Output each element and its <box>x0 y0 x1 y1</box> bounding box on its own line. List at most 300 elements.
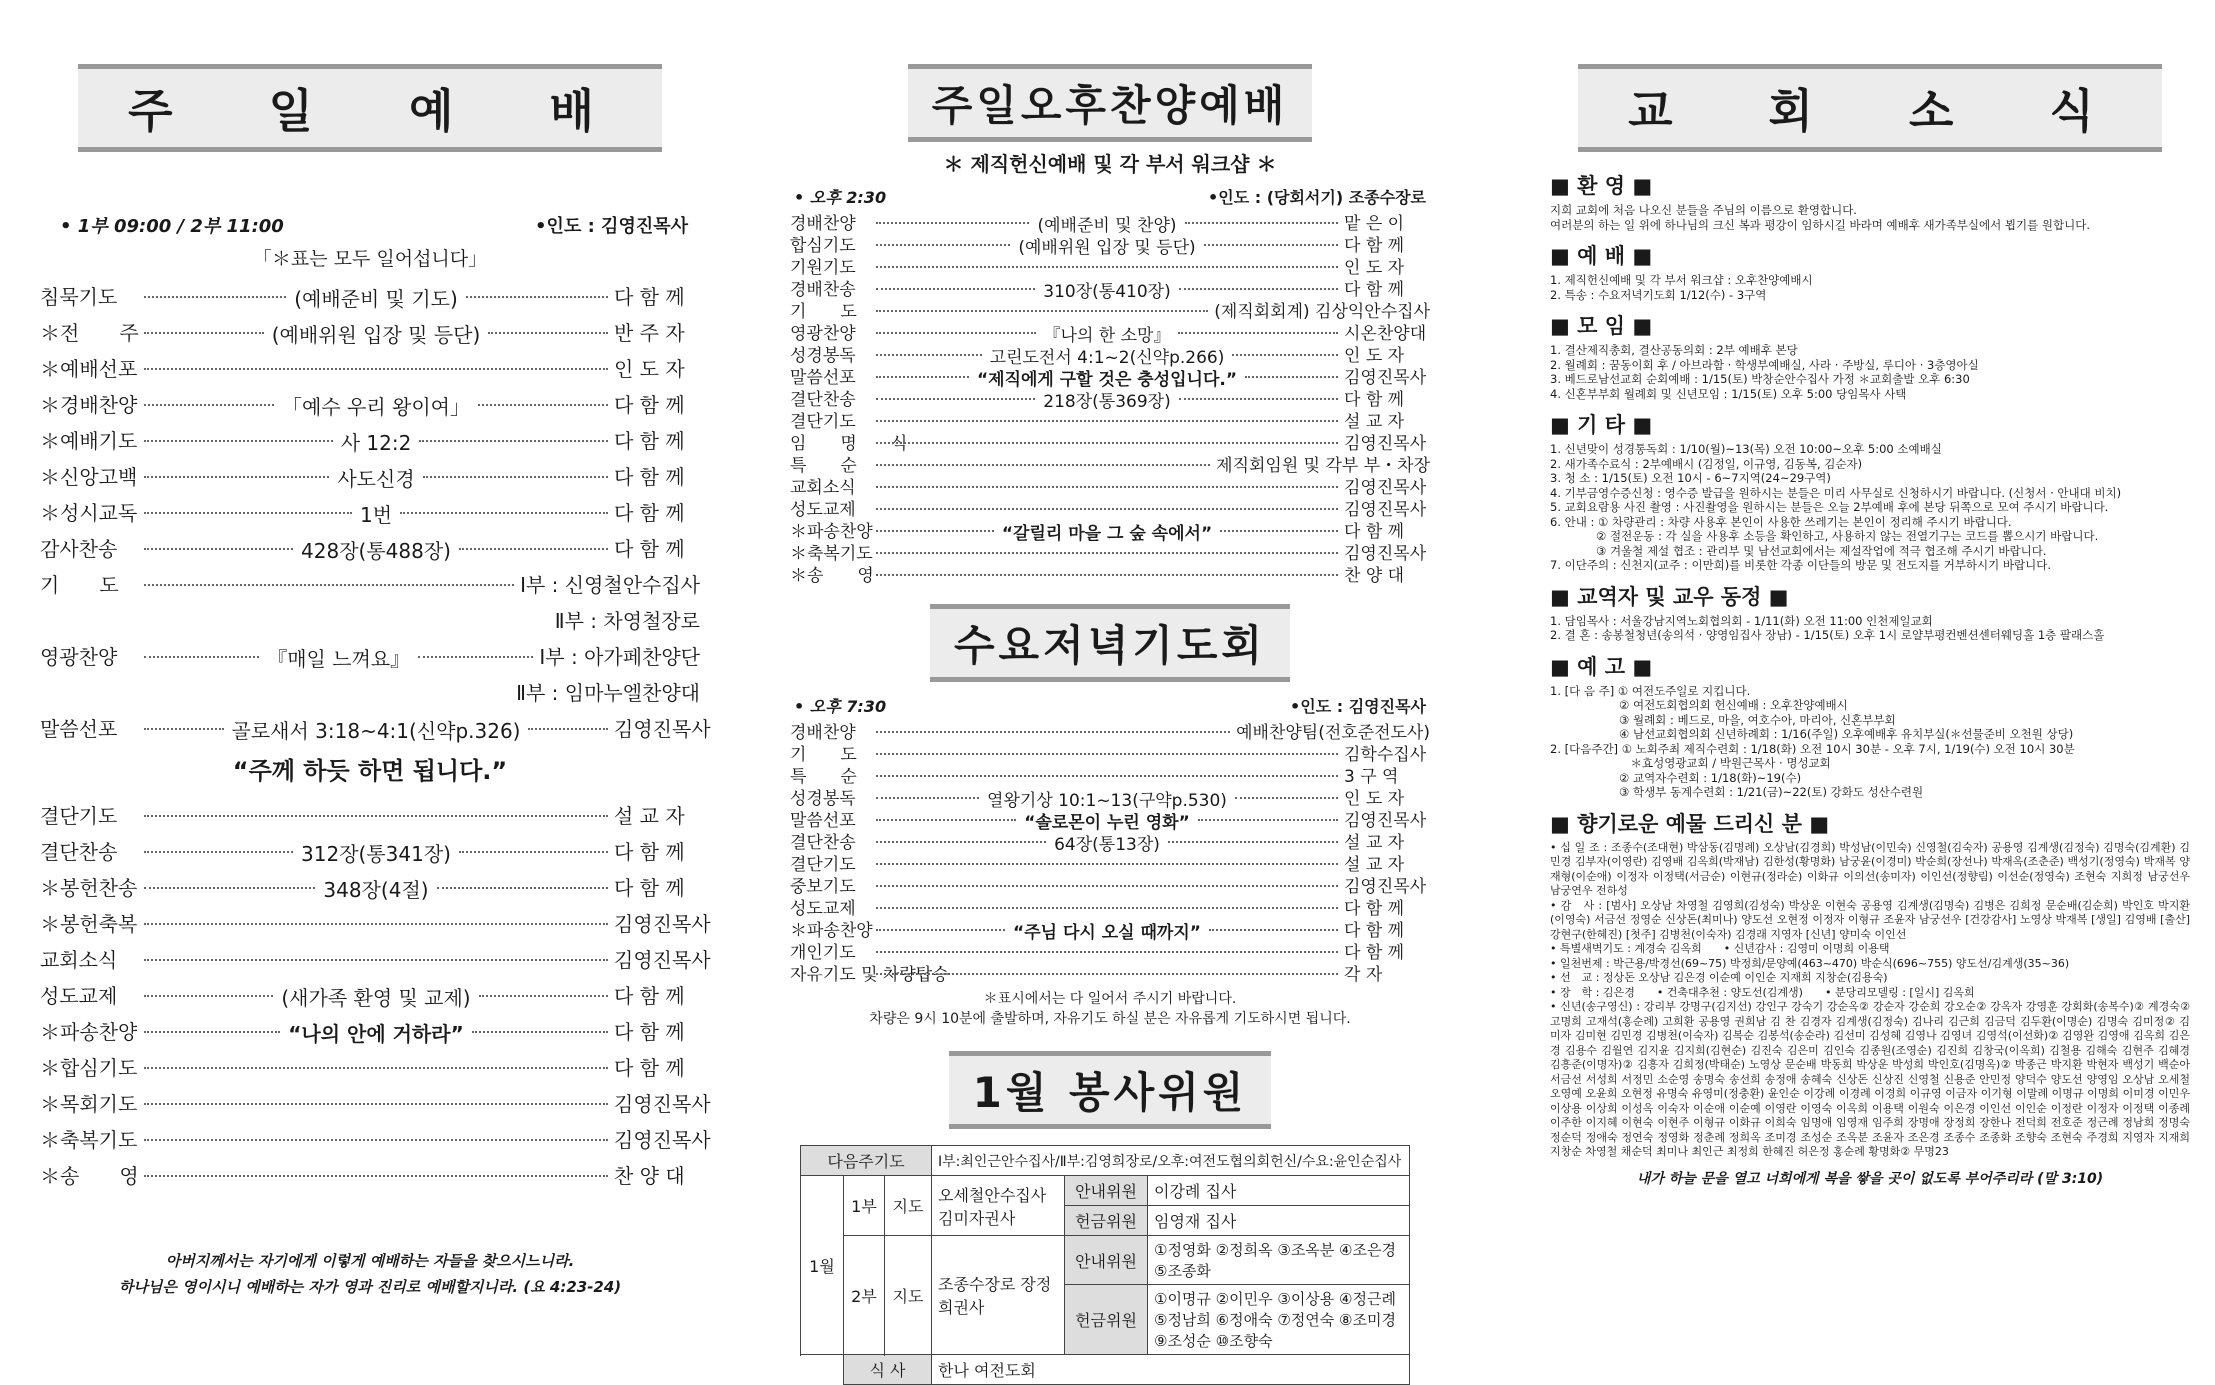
order-leader: 김학수집사 <box>1344 744 1427 765</box>
worship-time: • 1부 09:00 / 2부 11:00 <box>60 216 284 237</box>
dot-leader <box>400 512 608 514</box>
order-item <box>790 342 1430 368</box>
dot-leader <box>488 332 608 334</box>
order-leader: 다 함 께 <box>1344 235 1405 256</box>
order-item <box>790 763 1430 785</box>
order-leader: 다 함 께 <box>614 464 685 489</box>
dot-leader <box>876 398 1035 400</box>
wednesday-prayer-order <box>790 719 1430 983</box>
dot-leader <box>437 887 608 889</box>
transfer-heading: ■ 교역자 및 교우 동정 ■ <box>1550 584 1789 609</box>
order-item <box>790 829 1430 855</box>
order-item <box>40 868 700 904</box>
order-leader-dots <box>144 1139 608 1141</box>
order-item <box>40 457 700 493</box>
order-content: 「예수 우리 왕이여」 <box>282 394 470 419</box>
worship-list <box>1550 273 2190 302</box>
order-content: 348장(4절) <box>323 877 429 902</box>
thanks-list <box>1550 841 2190 1160</box>
afternoon-worship-subtitle: ＊ 제직헌신예배 및 각 부서 워크샵 ＊ <box>943 152 1277 176</box>
order-leader: 다 함 께 <box>614 428 685 453</box>
table-row <box>801 1176 1410 1236</box>
sunday-worship-order-2 <box>40 796 711 1192</box>
standing-note: 「＊표는 모두 일어섭니다」 <box>252 248 488 270</box>
order-label: 개인기도 <box>790 942 856 963</box>
order-content: 골로새서 3:18~4:1(신약p.326) <box>231 718 521 743</box>
order-leader-dots <box>144 1067 608 1069</box>
order-leader: 다 함 께 <box>614 392 685 417</box>
guide-label-1: 지도 <box>885 1176 932 1236</box>
news-line: 1. [다 음 주] ① 여전도주일로 지킵니다. <box>1550 683 1751 698</box>
order-content: 310장(통410장) <box>1043 281 1171 302</box>
order-item <box>790 232 1430 258</box>
order-content: 218장(통369장) <box>1043 391 1171 412</box>
news-line: 2. [다음주간] ① 노회주최 제직수련회 : 1/18(화) 오전 10시 30분 - 오후 7시, 1/19(수) 오전 10시 30분 <box>1550 741 2075 756</box>
bus-note: 차량은 9시 10분에 출발하며, 자유기도 하실 분은 자유롭게 기도하시면 됩니다. <box>869 1011 1351 1027</box>
order-label: 임 명 식 <box>790 433 908 454</box>
order-label: ＊파송찬양 <box>790 920 873 941</box>
order-leader: 다 함 께 <box>614 1019 685 1044</box>
news-line: 7. 이단주의 : 신천지(교주 : 이만희)를 비롯한 각종 이단들의 방문 및 전도지를 거부하시기 바랍니다. <box>1550 558 2052 572</box>
news-line: ＊효성영광교회 / 박원근목사 · 명성교회 <box>1550 756 1831 770</box>
order-leader-dots <box>144 584 514 586</box>
order-label: 성경봉독 <box>790 788 856 809</box>
order-leader: 김영진목사 <box>1344 477 1427 498</box>
order-label: 영광찬양 <box>790 323 856 344</box>
order-item <box>40 529 700 565</box>
news-line: • 특별새벽기도 : 계경숙 김옥희 • 신년감사 : 김영미 이명희 이용택 <box>1550 942 1890 955</box>
etc-list <box>1550 442 2190 573</box>
order-content: 사도신경 <box>337 466 415 491</box>
order-label: 침묵기도 <box>40 284 118 309</box>
order-leader-dots <box>876 266 1338 268</box>
order-leader: 다 함 께 <box>614 839 685 864</box>
afternoon-worship-column <box>790 0 1430 1380</box>
dot-leader <box>1209 929 1338 931</box>
order-label: 감사찬송 <box>40 536 118 561</box>
dot-leader <box>144 512 352 514</box>
order-label: ＊성시교독 <box>40 500 138 525</box>
order-item <box>40 277 700 313</box>
order-leader: 김영진목사 <box>1344 543 1427 564</box>
order-label: 성도교제 <box>790 499 856 520</box>
order-leader-dots <box>144 923 608 925</box>
afternoon-worship-order <box>790 210 1430 584</box>
order-label: 성도교제 <box>790 898 856 919</box>
order-item <box>40 1048 700 1084</box>
volunteers-title: 1월 봉사위원 <box>949 1051 1272 1129</box>
order-leader-dots <box>876 863 1338 865</box>
order-leader: 김영진목사 <box>1344 876 1427 897</box>
news-line: 4. 신혼부부회 월례회 및 신년모임 : 1/15(토) 오후 5:00 당임목사 사택 <box>1550 386 1907 401</box>
dot-leader <box>144 440 333 442</box>
dot-leader <box>1220 530 1338 532</box>
order-leader: 다 함 께 <box>614 500 685 525</box>
empty-cell <box>801 1355 844 1385</box>
order-leader: 설 교 자 <box>614 803 685 828</box>
next-week-value: Ⅰ부:최인근안수집사/Ⅱ부:김영희장로/오후:여전도협의회헌신/수요:윤인순집사 <box>932 1146 1410 1176</box>
order-leader: 김영진목사 <box>1344 810 1427 831</box>
part2-roles-table <box>1065 1236 1409 1354</box>
order-label: 기원기도 <box>790 257 856 278</box>
order-leader: 다 함 께 <box>614 875 685 900</box>
order-leader: 인 도 자 <box>614 356 685 381</box>
table-row <box>1065 1236 1409 1285</box>
order-content: (예배준비 및 기도) <box>294 286 458 311</box>
order-item <box>40 976 700 1012</box>
dot-leader <box>1232 354 1338 356</box>
verse-line-2: 하나님은 영이시니 예배하는 자가 영과 진리로 예배할지니라. (요 4:23-24) <box>118 1278 622 1296</box>
order-item <box>40 709 711 745</box>
news-line: 1. 제직헌신예배 및 각 부서 워크샵 : 오후찬양예배시 <box>1550 273 1813 287</box>
part2-roles <box>1065 1236 1410 1355</box>
volunteers-title-box <box>790 1051 1430 1129</box>
news-line: ④ 남선교회협의회 신년하례회 : 1/16(주일) 오후예배후 유치부실(＊선물준비 오천원 상당) <box>1550 727 2074 741</box>
afternoon-worship-title: 주일오후찬양예배 <box>908 64 1313 142</box>
order-leader-dots <box>876 775 1338 777</box>
dot-leader <box>876 530 994 532</box>
news-line: 6. 안내 : ① 차량관리 : 차량 사용후 본인이 사용한 쓰레기는 본인이 정리해 주시기 바랍니다. <box>1550 514 2012 529</box>
dot-leader <box>1245 376 1338 378</box>
order-label: ＊파송찬양 <box>790 521 873 542</box>
offering2: ①이명규 ②이민우 ③이상용 ④정근례 ⑤정남희 ⑥정애숙 ⑦정연숙 ⑧조미경 ⑨조성순 ⑩조향숙 <box>1154 1290 1396 1350</box>
news-line: ③ 월례회 : 베드로, 마을, 여호수아, 마리아, 신혼부부회 <box>1550 712 1896 727</box>
church-news-title-box <box>1550 64 2190 152</box>
order-label: ＊송 영 <box>40 1163 139 1188</box>
dot-leader <box>144 404 274 406</box>
order-label: 기 도 <box>790 744 857 765</box>
order-item <box>790 873 1430 895</box>
order-content: “갈릴리 마을 그 숲 속에서” <box>1001 523 1213 544</box>
dot-leader <box>876 376 969 378</box>
order-item <box>40 940 711 976</box>
part1-roles-table <box>1065 1176 1409 1235</box>
dot-leader <box>144 296 286 298</box>
order-content: 428장(통488장) <box>301 538 451 563</box>
dot-leader <box>466 296 608 298</box>
news-line: 5. 교회요람용 사진 촬영 : 사진촬영을 원하시는 분들은 오늘 2부예배 후에 본당 뒤쪽으로 모여 주시기 바랍니다. <box>1550 500 2109 514</box>
order-leader-dots <box>876 508 1338 510</box>
usher2: ①정영화 ②정희옥 ③조옥분 ④조은경 ⑤조종화 <box>1148 1236 1410 1285</box>
news-line: ② 절전운동 : 각 실을 사용후 소등을 확인하고, 사용하지 않는 전열기구는 코드를 뽑으시기 바랍니다. <box>1550 529 2099 543</box>
order-content: 『매일 느껴요』 <box>267 646 411 671</box>
order-leader: 인 도 자 <box>1344 257 1405 278</box>
order-label: 경배찬양 <box>790 722 856 743</box>
dot-leader <box>1198 819 1338 821</box>
order-item <box>790 785 1430 811</box>
standing-note-2: ＊표시에서는 다 일어서 주시기 바랍니다. <box>983 991 1237 1007</box>
order-leader: 맡 은 이 <box>1344 213 1405 234</box>
order-label: ＊합심기도 <box>40 1055 138 1080</box>
order-leader: 3 구 역 <box>1344 766 1399 787</box>
table-row <box>801 1236 1410 1355</box>
order-leader-dots <box>876 753 1338 755</box>
order-leader: 김영진목사 <box>1344 433 1427 454</box>
news-line: 여러분의 하는 일 위에 하나님의 크신 복과 평강이 임하시길 바라며 예배후 새가족부실에서 뵙기를 원합니다. <box>1550 217 2090 232</box>
order-label: ＊축복기도 <box>790 543 873 564</box>
dot-leader <box>876 797 979 799</box>
meeting-list <box>1550 343 2190 401</box>
order-item <box>790 807 1430 833</box>
order-leader: 다 함 께 <box>1344 521 1405 542</box>
order-leader: 다 함 께 <box>1344 920 1405 941</box>
order-leader-dots <box>876 420 1338 422</box>
order-item <box>790 386 1430 412</box>
dot-leader <box>876 841 1046 843</box>
order-label: 성경봉독 <box>790 345 856 366</box>
order-leader: 다 함 께 <box>1344 898 1405 919</box>
wednesday-prayer-header <box>794 694 1426 717</box>
order-label: 기 도 <box>790 301 857 322</box>
dot-leader <box>1204 244 1338 246</box>
dot-leader <box>144 548 293 550</box>
dot-leader <box>459 548 608 550</box>
order-leader: 제직회임원 및 각부 부・차장 <box>1216 455 1430 476</box>
dot-leader <box>418 656 533 658</box>
dot-leader <box>144 995 273 997</box>
news-line: • 감 사 : [범사] 오상남 차영철 김영희(김성숙) 박상운 이현숙 공용영 김계생(김명숙) 김병은 김희정 문순배(김순희) 박인호 박지환(이영숙) 서금선 정영순 신상돈(최미나) 양도선 오현정 이정자 이형규 조윤자 남궁선우 [건강감사] 노영상 박재복 [생일] 김영배 [출산] 강현구(한혜진) [첫주] 김병천(이숙자) 김경래 지영자 [신년] 양미숙 이인선 <box>1550 898 2190 941</box>
dot-leader <box>1178 332 1338 334</box>
order-leader: 다 함 께 <box>1344 389 1405 410</box>
news-line: ③ 학생부 동계수련회 : 1/21(금)~22(토) 강화도 성산수련원 <box>1550 785 1924 799</box>
order-label: 기 도 <box>40 572 119 597</box>
order-label: 성도교제 <box>40 983 118 1008</box>
news-line: 2. 월례회 : 꿈동이회 후 / 아브라함 · 학생부예배실, 사라 · 주방실, 루디아 · 3층영아실 <box>1550 357 1979 372</box>
dot-leader <box>144 476 329 478</box>
order-label: 특 순 <box>790 766 857 787</box>
order-leader: 설 교 자 <box>1344 411 1405 432</box>
order-leader: Ⅱ부 : 임마누엘찬양대 <box>516 680 700 705</box>
order-leader: 시온찬양대 <box>1344 323 1427 344</box>
order-item <box>790 430 1430 452</box>
sunday-worship-title: 주 일 예 배 <box>78 64 662 152</box>
dot-leader <box>876 244 1010 246</box>
order-label: ＊경배찬양 <box>40 392 138 417</box>
order-leader: 김영진목사 <box>614 911 711 936</box>
order-content: (예배준비 및 찬양) <box>1037 215 1177 236</box>
order-label: 말씀선포 <box>790 810 856 831</box>
order-leader: 김영진목사 <box>614 947 711 972</box>
guide-label-2: 지도 <box>885 1236 932 1355</box>
worship-leader: •인도 : 김영진목사 <box>535 216 688 237</box>
afternoon-worship-title-box <box>790 64 1430 142</box>
church-news-column <box>1550 0 2190 1240</box>
meal-value: 한나 여전도회 <box>932 1355 1410 1385</box>
news-line: ② 교역자수련회 : 1/18(화)~19(수) <box>1550 770 1802 785</box>
order-leader: 찬 양 대 <box>614 1163 685 1188</box>
news-line: 1. 담임목사 : 서울강남지역노회협의회 - 1/11(화) 오전 11:00 인천제일교회 <box>1550 613 1933 628</box>
dot-leader <box>876 332 1036 334</box>
dot-leader <box>423 476 608 478</box>
order-item <box>790 210 1430 236</box>
order-leader-dots <box>876 310 1208 312</box>
order-leader-dots <box>144 1175 608 1177</box>
order-leader-dots <box>876 486 1338 488</box>
order-leader-dots <box>876 951 1338 953</box>
order-item <box>790 276 1430 302</box>
order-item <box>40 349 700 385</box>
order-leader: 다 함 께 <box>1344 942 1405 963</box>
order-item <box>790 961 1430 983</box>
order-label: 교회소식 <box>790 477 856 498</box>
order-content: 고린도전서 4:1~2(신약p.266) <box>989 347 1225 368</box>
dot-leader <box>478 404 608 406</box>
afternoon-leader: •인도 : (당회서기) 조종수장로 <box>1208 188 1426 207</box>
order-item <box>40 565 700 601</box>
dot-leader <box>876 222 1029 224</box>
order-item <box>790 496 1430 518</box>
sunday-worship-order <box>40 277 711 745</box>
order-leader-dots <box>876 907 1338 909</box>
order-label: ＊목회기도 <box>40 1091 138 1116</box>
order-item <box>40 904 711 940</box>
order-item <box>790 562 1430 584</box>
order-label: 특 순 <box>790 455 857 476</box>
usher1: 이강례 집사 <box>1148 1176 1410 1206</box>
order-item <box>40 637 700 673</box>
order-leader: 반 주 자 <box>614 320 685 345</box>
order-label: 중보기도 <box>790 876 856 897</box>
order-content: 사 12:2 <box>340 430 412 455</box>
order-leader-dots <box>144 815 608 817</box>
news-line: 1. 결산제직총회, 결산공동의회 : 2부 예배후 본당 <box>1550 343 1798 357</box>
meeting-heading: ■ 모 임 ■ <box>1550 314 1653 338</box>
news-line: 지희 교회에 처음 나오신 분들을 주님의 이름으로 환영합니다. <box>1550 203 1857 217</box>
order-label: 결단찬송 <box>790 389 856 410</box>
order-content: (새가족 환영 및 교제) <box>281 985 471 1010</box>
order-label: ＊축복기도 <box>40 1127 138 1152</box>
dot-leader <box>876 929 1005 931</box>
order-leader: 다 함 께 <box>614 284 685 309</box>
order-item <box>790 719 1430 741</box>
table-row <box>1065 1176 1409 1206</box>
order-item <box>790 518 1430 544</box>
order-content: “나의 안에 거하라” <box>288 1021 464 1046</box>
order-leader: 인 도 자 <box>1344 345 1405 366</box>
order-content: (예배위원 입장 및 등단) <box>271 322 481 347</box>
order-leader-dots <box>876 973 1338 975</box>
order-leader: 김영진목사 <box>1344 367 1427 388</box>
scripture-verse <box>40 1248 700 1300</box>
news-line: 2. 특송 : 수요저녁기도회 1/12(수) - 3구역 <box>1550 287 1767 302</box>
order-item <box>40 601 700 637</box>
wednesday-prayer-title: 수요저녁기도회 <box>930 604 1290 682</box>
order-item <box>40 313 700 349</box>
order-item <box>40 421 700 457</box>
afternoon-time: • 오후 2:30 <box>794 188 887 207</box>
order-leader: 인 도 자 <box>1344 788 1405 809</box>
order-label: 경배찬양 <box>790 213 856 234</box>
dot-leader <box>876 819 1016 821</box>
order-leader: 다 함 께 <box>614 983 685 1008</box>
etc-heading: ■ 기 타 ■ <box>1550 413 1653 437</box>
offering-label: 헌금위원 <box>1065 1206 1148 1236</box>
order-content: 『나의 한 소망』 <box>1043 325 1171 346</box>
dot-leader <box>144 887 315 889</box>
dot-leader <box>144 656 259 658</box>
table-row <box>801 1355 1410 1385</box>
volunteers-table <box>800 1145 1410 1385</box>
order-content: 열왕기상 10:1~13(구약p.530) <box>987 790 1227 811</box>
dot-leader <box>144 728 224 730</box>
footer-verse: 내가 하늘 문을 열고 너희에게 복을 쌓을 곳이 없도록 부어주리라 (말 3:10) <box>1636 1170 2104 1187</box>
order-content: 64장(통13장) <box>1054 834 1160 855</box>
table-row <box>1065 1206 1409 1236</box>
order-item <box>40 493 700 529</box>
news-line: • 신년(송구영신) : 강리부 강명구(김지선) 강인구 강숙기 강순옥② 강순자 강순희 강오순② 강옥자 강영훈 강회화(송복수)② 계경숙② 고명희 고재석(홍순례) 고희환 공용영 권희남 김 찬 김경자 김계생(김정숙) 김나리 김근희 김금덕 김두환(이명순) 김명숙 김미정② 김미자 김미현 김민경 김병천(이숙자) 김복순 김봉석(송순라) 김선미 김성혜 김영나 김영녀 김영석(이선화)② 김영완 김영애 김옥희 김은경 김용수 김월연 김지윤 김지희(김현순) 김진숙 김은미 김인숙 김종원(조영순) 김진희 김창국(이옥희) 김철용 김해숙 김현주 김혜경 김흥준(이명자)② 김흥자 김희정(박태순) 노영상 문순배 박동희 박상운 박성희 박인호(김명옥)② 박종근 박지환 박현자 백성기 백순아 서금선 서성희 서정민 소순영 송명숙 송선희 송정애 송혜숙 신상돈 신상진 신영철 신용준 안민정 양덕수 양도선 양영임 오상남 오세철 오영예 오윤희 오현정 유명숙 유영미(정충환) 윤인순 이강례 이경례 이경희 이규영 이금자 이기형 이말례 이명규 이명희 이미경 이민우 이상용 이상희 이성옥 이숙자 이순애 이순예 이영란 이영숙 이옥희 이용택 이원숙 이은경 이인선 이인순 이정란 이정자 이정택 이종례 이주한 이지혜 이현숙 이현주 이형규 이화규 이희숙 임명애 임영재 임주희 장명애 장정희 장한나 전덕희 전호준 정근례 정남희 정명숙 정순덕 정애숙 정연숙 정영화 정춘례 정희옥 조미경 조성순 조옥분 조윤자 조은경 조종수 조종화 조향숙 조현숙 주경희 지영자 지재희 지창순 차영철 채순덕 최미나 최인근 최정희 한혜진 허은정 홍순례 황명화② 무명23 <box>1550 1000 2190 1158</box>
order-label: ＊봉헌축복 <box>40 911 138 936</box>
news-line: ③ 겨울철 제설 협조 : 관리부 및 남선교회에서는 제설작업에 적극 협조해 주시기 바랍니다. <box>1550 543 2047 558</box>
wednesday-prayer-title-box <box>790 604 1430 682</box>
order-item <box>790 320 1430 346</box>
notice-heading: ■ 예 고 ■ <box>1550 654 1653 679</box>
order-label: 경배찬송 <box>790 279 856 300</box>
order-leader: Ⅰ부 : 아가페찬양단 <box>539 644 700 669</box>
order-item <box>790 917 1430 943</box>
dot-leader <box>1179 398 1338 400</box>
order-label: 결단기도 <box>790 854 856 875</box>
order-leader: 김영진목사 <box>614 716 711 741</box>
order-label: ＊파송찬양 <box>40 1019 138 1044</box>
order-leader: 다 함 께 <box>614 1055 685 1080</box>
news-line: 3. 베드로남선교회 순회예배 : 1/15(토) 박창순안수집사 가정 ＊교회출발 오후 6:30 <box>1550 372 1970 386</box>
part1-roles <box>1065 1176 1410 1236</box>
order-label: 영광찬양 <box>40 644 118 669</box>
order-leader: 찬 양 대 <box>1344 565 1405 586</box>
order-label: 말씀선포 <box>40 716 118 741</box>
order-item <box>40 1084 711 1120</box>
order-item <box>790 452 1430 474</box>
order-leader: 다 함 께 <box>614 536 685 561</box>
dot-leader <box>419 440 608 442</box>
order-content: “솔로몬이 누린 영화” <box>1024 812 1190 833</box>
order-leader-dots <box>144 1103 608 1105</box>
order-item <box>40 385 700 421</box>
order-leader: 다 함 께 <box>1344 279 1405 300</box>
dot-leader <box>144 851 293 853</box>
usher-label-2: 안내위원 <box>1065 1236 1148 1285</box>
table-row <box>801 1146 1410 1176</box>
order-label: 말씀선포 <box>790 367 856 388</box>
dot-leader <box>472 1031 608 1033</box>
guide2: 조종수장로 장정희권사 <box>932 1236 1065 1355</box>
church-news-title: 교 회 소 식 <box>1578 64 2162 152</box>
order-label: 결단찬송 <box>40 839 118 864</box>
thanks-heading: ■ 향기로운 예물 드리신 분 ■ <box>1550 811 1830 836</box>
order-label: 자유기도 및 차량탑승 <box>790 964 949 985</box>
next-week-label: 다음주기도 <box>801 1146 932 1176</box>
order-content: “제직에게 구할 것은 충성입니다.” <box>976 369 1238 390</box>
dot-leader <box>459 851 608 853</box>
order-label: ＊봉헌찬송 <box>40 875 138 900</box>
news-line: • 장 학 : 김은경 • 건축대추천 : 양도선(김계생) • 분당리모델링 : [일시] 김옥희 <box>1550 985 1975 999</box>
order-item <box>790 364 1430 390</box>
dot-leader <box>1235 797 1338 799</box>
month-cell: 1월 <box>801 1176 844 1355</box>
order-label: ＊예배선포 <box>40 356 138 381</box>
order-content: 312장(통341장) <box>301 841 451 866</box>
dot-leader <box>1185 222 1338 224</box>
order-label: 교회소식 <box>40 947 118 972</box>
order-item <box>40 796 700 832</box>
welcome-list <box>1550 203 2190 232</box>
dot-leader <box>1179 288 1338 290</box>
order-item <box>40 673 700 709</box>
welcome-heading: ■ 환 영 ■ <box>1550 174 1653 198</box>
order-content: “주님 다시 오실 때까지” <box>1013 922 1201 943</box>
offering1: 임영재 집사 <box>1154 1212 1237 1231</box>
order-leader-dots <box>876 464 1210 466</box>
